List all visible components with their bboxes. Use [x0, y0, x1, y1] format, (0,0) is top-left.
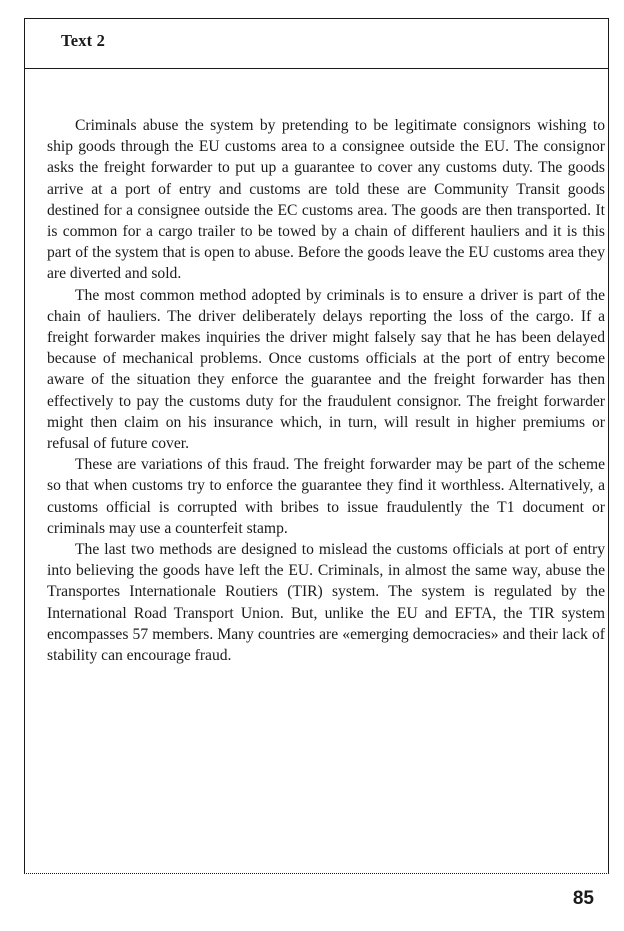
section-title: Text 2	[61, 31, 106, 50]
paragraph-4: The last two methods are designed to mislead the customs officials at port of entry into believing the goods have left the EU. Criminals, in almost the same way, abuse the Transportes Internationale Routiers (TIR) system. The system is regulated by the International Road Transport Union. But, unlike the EU and EFTA, the TIR system encompasses 57 members. Many countries are «emerging democracies» and their lack of stability can encourage fraud.	[47, 541, 605, 665]
header-row	[25, 19, 608, 69]
text-frame	[24, 18, 609, 874]
frame-bottom-dotted-rule	[24, 873, 609, 874]
page-number: 85	[572, 888, 594, 909]
paragraph-3: These are variations of this fraud. The freight forwarder may be part of the scheme so that when customs try to enforce the guarantee they find it worthless. Alternatively, a customs official is corrupted with bribes to issue fraudulently the T1 document or criminals may use a counterfeit stamp.	[47, 456, 605, 537]
paragraph-2: The most common method adopted by criminals is to ensure a driver is part of the chain of hauliers. The driver deliberately delays reporting the loss of the cargo. If a freight forwarder makes inquiries the driver might falsely say that he has been delayed because of mechanical problems. Once customs officials at the port of entry become aware of the situation they enforce the guarantee and the freight forwarder has then effectively to pay the customs duty for the fraudulent consignor. The freight forwarder might then claim on his insurance which, in turn, will result in higher premiums or refusal of future cover.	[47, 286, 605, 453]
paragraph-1: Criminals abuse the system by pretending to be legitimate consignors wishing to ship goods through the EU customs area to a consignee outside the EU. The consignor asks the freight forwarder to put up a guarantee to cover any customs duty. The goods arrive at a port of entry and customs are told these are Community Transit goods destined for a consignee outside the EC customs area. The goods are then transported. It is common for a cargo trailer to be towed by a chain of different hauliers and it is this part of the system that is open to abuse. Before the goods leave the EU customs area they are diverted and sold.	[47, 117, 605, 283]
article-body	[47, 115, 605, 666]
